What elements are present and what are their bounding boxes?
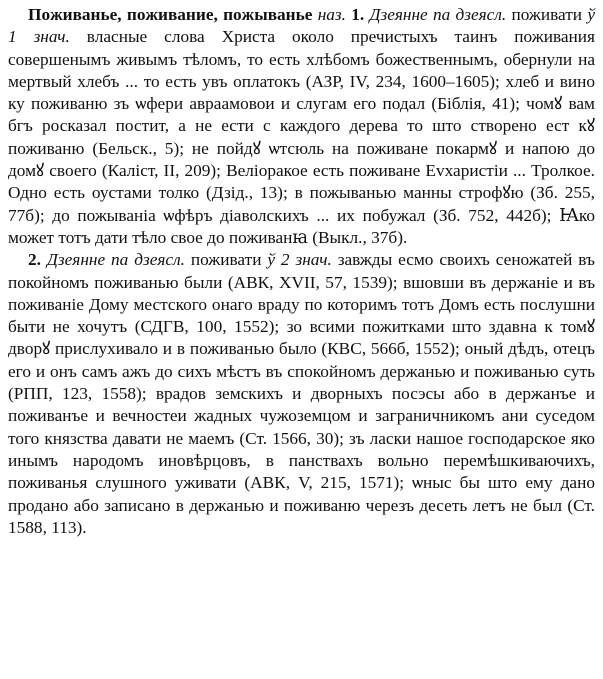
sense-2-citations: завжды есмо своихъ сеножатей въ покойномъ поживанью были (АВК, XVII, 57, 1539); вшовши въ держаніе и въ поживаніе Дому местского онаго враду по которимъ тотъ Домъ есть послушни быти не хочутъ (СДГВ, 100, 1552); зо всими пожитками што здавна к томꙋ дворꙋ прислухивало и в поживанью было (КВС, 566б, 1552); оный дѣдъ, отецъ его и онъ самъ ажъ до сихъ мѣстъ въ спокойномъ держанью и поживанью суть (РПП, 123, 1558); врадов земскихъ и дворныхъ посэсы або в держанъе и поживанъе и вечностеи жадных чужоземцом и заграничникомъ ани суседом того князства давати не маемъ (Ст. 1566, 30); зъ ласки нашое господарское яко инымъ народомъ иновѣрцовъ, в панствахъ вольно перемѣшкиваючихъ, поживанья слушного уживати (АВК, V, 215, 1571); ѡныс бы што ему дано продано або записано в держанью и поживаню черезъ десеть летъ не был (Ст. 1588, 113). <box>8 250 595 537</box>
sense-2-ref-verb: поживати <box>190 250 262 270</box>
sense-2-number: 2. <box>28 250 41 270</box>
sense-1-ref-sense: ў 1 знач. <box>8 5 595 47</box>
sense-1-ref-verb: поживати <box>511 5 583 24</box>
sense-1-definition: Дзеянне па дзеясл. <box>369 5 507 24</box>
sense-1-citations: власные слова Христа около пречистыхъ таинъ поживания совершенымъ живымъ тѣломъ, то есть хлѣбомъ божественнымъ, обернули на мертвый хлебъ ... то есть увъ оплатокъ (АЗР, IV, 234, 1600–1605); хлеб и вино ку поживаню зъ ѡфери авраамовои и слугам его подал (Біблія, 41); чомꙋ вам бгъ росказал постит, а не ести с каждого дерева то што створено ест кꙋ поживаню (Бельск., 5); не пойдꙋ ѡтсюль на поживане покармꙋ и напою до домꙋ своего (Каліст, II, 209); Веліоракое есть поживане Еvхаристіи ... Тролкое. Одно есть оустами толко (Дзід., 13); в пожыванью манны строфꙋю (Зб. 255, 77б); до пожываніа ѡфѣръ діаволскихъ ... их побужал (Зб. 752, 442б); Ꙗко может тотъ дати тѣло свое до поживанꙗ (Выкл., 37б). <box>8 27 595 247</box>
sense-1-number: 1. <box>351 5 365 24</box>
part-of-speech: наз. <box>317 5 346 24</box>
entry-sense-1 <box>8 4 595 249</box>
sense-2-definition: Дзеянне па дзеясл. <box>46 250 185 270</box>
entry-sense-2 <box>8 249 595 539</box>
sense-2-ref-sense: ў 2 знач. <box>267 250 332 270</box>
headword: Пoживaньe, пoживaниe, пoжывaньe <box>28 5 313 24</box>
